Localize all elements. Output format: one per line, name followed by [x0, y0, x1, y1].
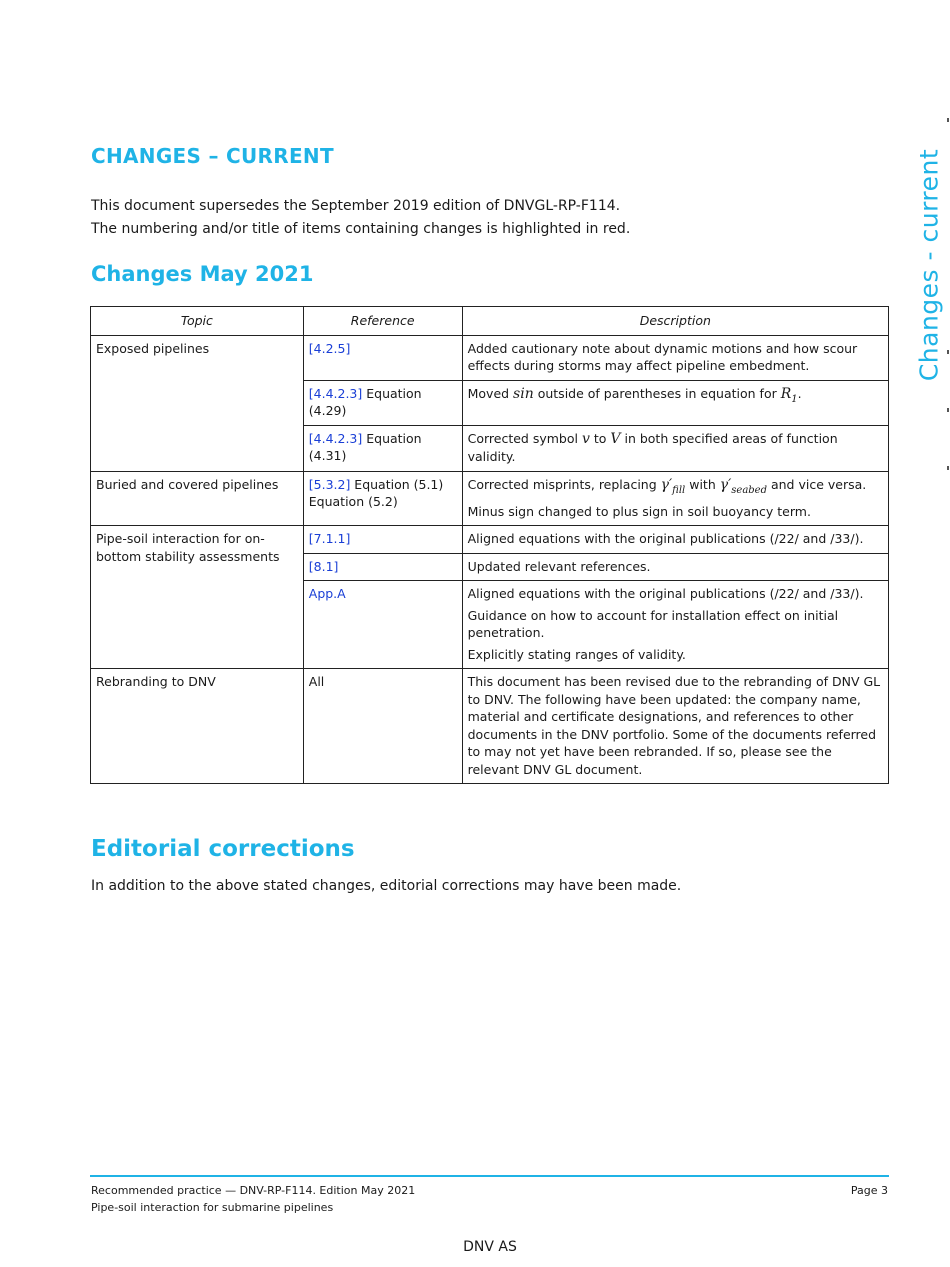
table-row — [91, 526, 889, 554]
topic-cell: Pipe-soil interaction for on-bottom stability assessments — [91, 526, 304, 669]
page-number: Page 3 — [850, 1184, 888, 1197]
table-header-row — [91, 307, 889, 336]
reference-cell: [4.4.2.3] Equation (4.31) — [303, 425, 462, 471]
topic-cell: Rebranding to DNV — [91, 669, 304, 784]
intro-text — [91, 195, 630, 241]
editorial-heading: Editorial corrections — [91, 836, 355, 862]
reference-link[interactable]: [5.3.2] — [308, 476, 351, 492]
reference-cell: [4.4.2.3] Equation (4.29) — [303, 380, 462, 425]
reference-cell — [303, 335, 462, 380]
description-cell: This document has been revised due to the rebranding of DNV GL to DNV. The following have been updated: the company name, material and certificate designations, and references to other documents in the DNV portfolio. Some of the documents referred to may not yet have been rebranded. If so, please see the relevant DNV GL document. — [462, 669, 888, 784]
reference-link[interactable]: [7.1.1] — [308, 531, 351, 547]
editorial-text: In addition to the above stated changes, editorial corrections may have been made. — [91, 878, 682, 894]
reference-link[interactable]: [4.4.2.3] — [308, 430, 363, 446]
header-reference: Reference — [303, 307, 462, 336]
reference-link[interactable]: App.A — [308, 586, 346, 602]
math-V: V — [610, 430, 621, 447]
description-cell: Corrected misprints, replacing $\gamma'_{fill}$ with $\gamma'_{seabed}$ and vice versa. Minus sign changed to plus sign in soil buoyancy term. — [462, 471, 888, 526]
reference-cell — [303, 581, 462, 669]
intro-line-2: The numbering and/or title of items containing changes is highlighted in red. — [91, 221, 631, 237]
table-row — [91, 471, 889, 526]
changes-table — [90, 306, 889, 784]
reference-cell: [5.3.2] Equation (5.1) Equation (5.2) — [303, 471, 462, 526]
footer-title-line: Pipe-soil interaction for submarine pipelines — [91, 1201, 334, 1214]
description-cell: Updated relevant references. — [462, 553, 888, 581]
topic-cell: Exposed pipelines — [91, 335, 304, 471]
reference-link[interactable]: [8.1] — [308, 558, 339, 574]
company-name: DNV AS — [463, 1239, 517, 1255]
table-row — [91, 669, 889, 784]
reference-cell — [303, 553, 462, 581]
reference-link[interactable]: [4.4.2.3] — [308, 385, 363, 401]
description-cell: Aligned equations with the original publications (/22/ and /33/). — [462, 526, 888, 554]
math-gamma-seabed: $\gamma'_{seabed}$ — [719, 476, 767, 496]
math-r1: $R_1$ — [780, 385, 798, 405]
changes-heading: Changes May 2021 — [91, 262, 314, 286]
reference-cell: All — [303, 669, 462, 784]
header-topic: Topic — [91, 307, 304, 336]
page-title: CHANGES – CURRENT — [91, 144, 334, 168]
table-row — [91, 335, 889, 380]
footer-document-line: Recommended practice — DNV-RP-F114. Edition May 2021 — [91, 1184, 416, 1197]
math-v: v — [581, 430, 590, 447]
math-gamma-fill: $\gamma'_{fill}$ — [660, 476, 686, 496]
description-cell: Aligned equations with the original publications (/22/ and /33/). Guidance on how to account for installation effect on initial penetration. Explicitly stating ranges of validity. — [462, 581, 888, 669]
description-cell: Corrected symbol v to V in both specified areas of function validity. — [462, 425, 888, 471]
description-cell: Moved sin outside of parentheses in equation for $R_1$. — [462, 380, 888, 425]
footer-divider — [90, 1175, 889, 1177]
reference-cell — [303, 526, 462, 554]
math-sin: sin — [513, 385, 534, 402]
intro-line-1: This document supersedes the September 2019 edition of DNVGL-RP-F114. — [91, 198, 621, 214]
side-section-label: Changes - current — [914, 148, 944, 382]
reference-link[interactable]: [4.2.5] — [308, 340, 351, 356]
topic-cell: Buried and covered pipelines — [91, 471, 304, 526]
header-description: Description — [462, 307, 888, 336]
footer-info — [91, 1182, 415, 1216]
description-cell: Added cautionary note about dynamic motions and how scour effects during storms may affect pipeline embedment. — [462, 335, 888, 380]
